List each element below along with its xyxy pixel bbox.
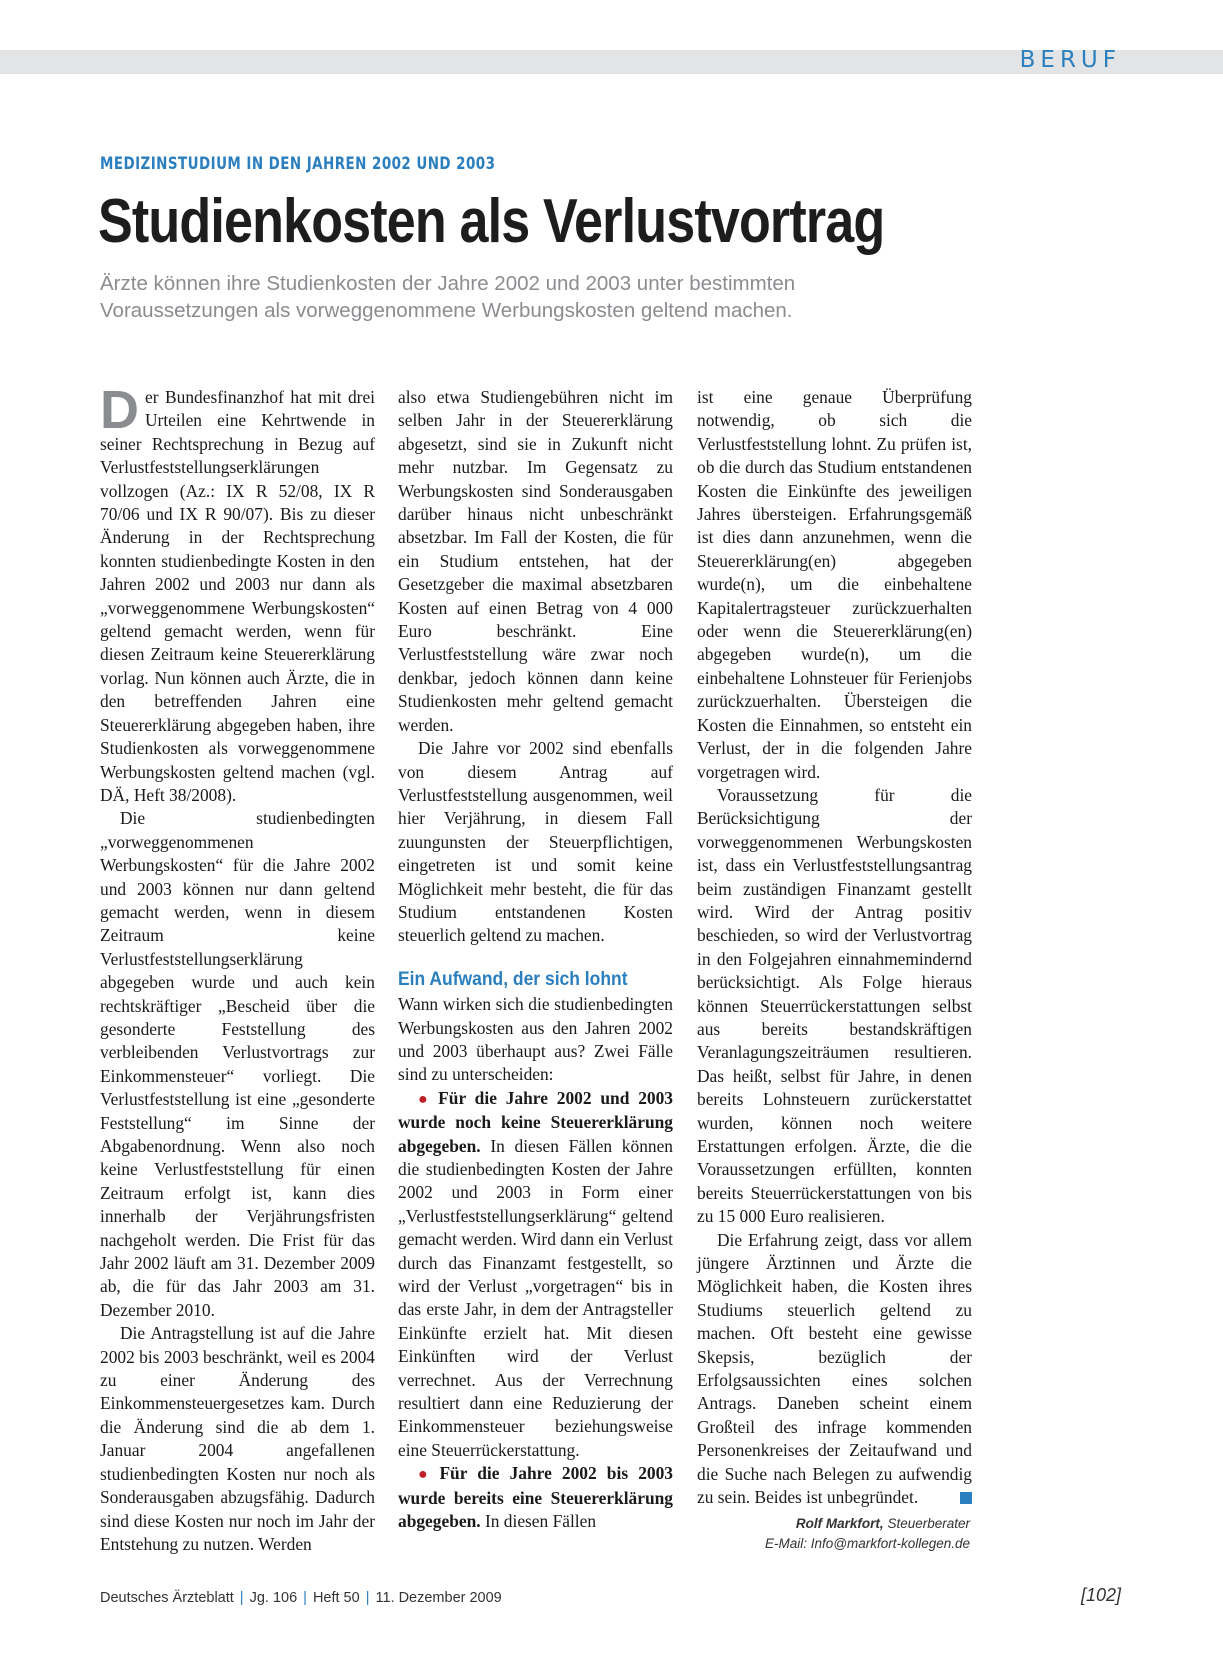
section-label: BERUF (1019, 47, 1121, 73)
paragraph: Die Jahre vor 2002 sind ebenfalls von diesem Antrag auf Verlustfeststellung ausgenommen, weil hier Verjährung, in diesem Fall zuungunsten der Steuerpflichtigen, eingetreten ist und somit keine Möglichkeit mehr besteht, die für das Studium entstandenen Kosten steuerlich geltend zu machen. (398, 738, 673, 946)
author-role: Steuerberater (887, 1516, 970, 1531)
separator: | (303, 1590, 307, 1606)
paragraph: also etwa Studiengebühren nicht im selben Jahr in der Steuererklärung abgesetzt, sind sie in Zukunft nicht mehr nutzbar. Im Gegensatz zu Werbungskosten sind Sonderausgaben darüber hinaus nicht unbeschränkt absetzbar. Im Fall der Kosten, die für ein Studium entstehen, hat der Gesetzgeber die maximal absetzbaren Kosten auf einen Betrag von 4 000 Euro beschränkt. Eine Verlustfeststellung wäre zwar noch denkbar, jedoch können dann keine Studienkosten mehr geltend gemacht werden. (398, 387, 673, 735)
separator: | (365, 1590, 370, 1606)
subheading: Ein Aufwand, der sich lohnt (398, 968, 628, 990)
bullet-heading: Für die Jahre 2002 bis 2003 wurde bereits eine Steuererklärung abgegeben. (398, 1463, 673, 1532)
bullet-heading: Für die Jahre 2002 und 2003 wurde noch keine Steuererklärung abgegeben. (398, 1087, 673, 1156)
author-email: E-Mail: Info@markfort-kollegen.de (764, 1536, 970, 1551)
bullet-item (398, 1087, 673, 1463)
paragraph (697, 1229, 972, 1510)
drop-cap: D (100, 380, 139, 440)
bullet-item (398, 1462, 673, 1533)
paragraph-text: Die Erfahrung zeigt, dass vor allem jüngere Ärztinnen und Ärzte die Möglichkeit haben, die Kosten ihres Studiums steuerlich geltend zu machen. Oft besteht eine gewisse Skepsis, bezüglich der Erfolgsaussichten eines solchen Antrags. Daneben scheint einem Großteil des infrage kommenden Personenkreises der Zeitaufwand und die Suche nach Belegen zu aufwendig zu sein. Beides ist unbegründet. (697, 1229, 972, 1508)
column-2 (398, 386, 673, 1534)
paragraph: Voraussetzung für die Berücksichtigung der vorweggenommenen Werbungskosten ist, dass ein Verlustfeststellungsantrag beim zuständigen Finanzamt gestellt wird. Wird der Antrag positiv beschieden, so wird der Verlustvortrag in den Folgejahren einnahmemindernd berücksichtigt. Als Folge hieraus können Steuerrückerstattungen selbst aus bereits bestandskräftigen Veranlagungszeiträumen resultieren. Das heißt, selbst für Jahre, in denen bereits Lohnsteuern zurückerstattet wurden, können noch weitere Erstattungen erfolgen. Ärzte, die die Voraussetzungen erfüllten, konnten bereits Steuerrückerstattungen von bis zu 15 000 Euro realisieren. (697, 784, 972, 1227)
issue: Heft 50 (312, 1590, 360, 1606)
page-number: [102] (1080, 1585, 1121, 1605)
article-title: Studienkosten als Verlustvortrag (98, 187, 885, 256)
paragraph: Wann wirken sich die studienbedingten Werbungskosten aus den Jahren 2002 und 2003 überhaupt aus? Zwei Fälle sind zu unterscheiden: (398, 994, 673, 1085)
publication-name: Deutsches Ärzteblatt (100, 1590, 234, 1606)
column-1 (100, 380, 375, 1556)
bullet-text: In diesen Fällen können die studienbedingten Kosten der Jahre 2002 und 2003 in Form einer „Verlustfeststellungserklärung“ geltend gemacht werden. Wird dann ein Verlust durch das Finanzamt festgestellt, so wird der Verlust „vorgetragen“ bis in das erste Jahr, in dem der Antragsteller Einkünfte erzielt hat. Mit diesen Einkünften wird der Verlust verrechnet. Aus der Verrechnung resultiert dann eine Reduzierung der Einkommensteuer beziehungsweise eine Steuerrückerstattung. (398, 1135, 673, 1460)
author-name: Rolf Markfort, (795, 1516, 884, 1531)
paragraph (100, 380, 375, 807)
bullet-icon: ● (418, 1466, 434, 1484)
volume: Jg. 106 (249, 1590, 298, 1606)
footer (100, 1590, 502, 1606)
separator: | (239, 1590, 244, 1606)
author-block (765, 1514, 970, 1554)
article-kicker: MEDIZINSTUDIUM IN DEN JAHREN 2002 UND 2003 (100, 154, 496, 174)
column-3 (697, 386, 972, 1510)
issue-date: 11. Dezember 2009 (375, 1590, 502, 1606)
bullet-icon: ● (418, 1090, 433, 1108)
end-mark-icon (960, 1492, 972, 1504)
article-lead: Ärzte können ihre Studienkosten der Jahre 2002 und 2003 unter bestimmten Voraussetzungen als vorweggenommene Werbungskosten geltend machen. (100, 272, 796, 322)
bullet-text: In diesen Fällen (480, 1511, 597, 1532)
paragraph: Die Antragstellung ist auf die Jahre 2002 bis 2003 beschränkt, weil es 2004 zu einer Änderung des Einkommensteuergesetzes kam. Durch die Änderung sind die ab dem 1. Januar 2004 angefallenen studienbedingten Kosten nur noch als Sonderausgaben abzugsfähig. Dadurch sind diese Kosten nur noch im Jahr der Entstehung zu nutzen. Werden (100, 1323, 375, 1554)
paragraph-text: er Bundesfinanzhof hat mit drei Urteilen eine Kehrtwende in seiner Rechtsprechung in Bezug auf Verlustfeststellungserklärungen vollzogen (Az.: IX R 52/08, IX R 70/06 und IX R 90/07). Bis zu dieser Änderung in der Rechtsprechung konnten studienbedingte Kosten in den Jahren 2002 und 2003 nur dann als „vorweggenommene Werbungskosten“ geltend gemacht werden, wenn für diesen Zeitraum keine Steuererklärung vorlag. Nun können auch Ärzte, die in den betreffenden Jahren eine Steuererklärung abgegeben haben, ihre Studienkosten als vorweggenommene Werbungskosten geltend machen (vgl. DÄ, Heft 38/2008). (100, 387, 375, 805)
paragraph: ist eine genaue Überprüfung notwendig, ob sich die Verlustfeststellung lohnt. Zu prüfen ist, ob die durch das Studium entstandenen Kosten die Einkünfte des jeweiligen Jahres übersteigen. Erfahrungsgemäß ist dies dann anzunehmen, wenn die Steuererklärung(en) abgegeben wurde(n), um die einbehaltene Kapitalertragsteuer zurückzuerhalten oder wenn die Steuererklärung(en) abgegeben wurde(n), um die einbehaltene Lohnsteuer für Ferienjobs zurückzuerhalten. Übersteigen die Kosten die Einnahmen, so entsteht ein Verlust, der in die folgenden Jahre vorgetragen wird. (697, 387, 972, 782)
paragraph: Die studienbedingten „vorweggenommenen Werbungskosten“ für die Jahre 2002 und 2003 können nur dann geltend gemacht werden, wenn in diesem Zeitraum keine Verlustfeststellungserklärung abgegeben wurde und auch kein rechtskräftiger „Bescheid über die gesonderte Feststellung des verbleibenden Verlustvortrags zur Einkommensteuer“ vorliegt. Die Verlustfeststellung ist eine „gesonderte Feststellung“ im Sinne der Abgabenordnung. Wenn also noch keine Verlustfeststellung für einen Zeitraum erfolgt ist, kann dies innerhalb der Verjährungsfristen nachgeholt werden. Die Frist für das Jahr 2002 läuft am 31. Dezember 2009 ab, die für das Jahr 2003 am 31. Dezember 2010. (100, 808, 375, 1320)
